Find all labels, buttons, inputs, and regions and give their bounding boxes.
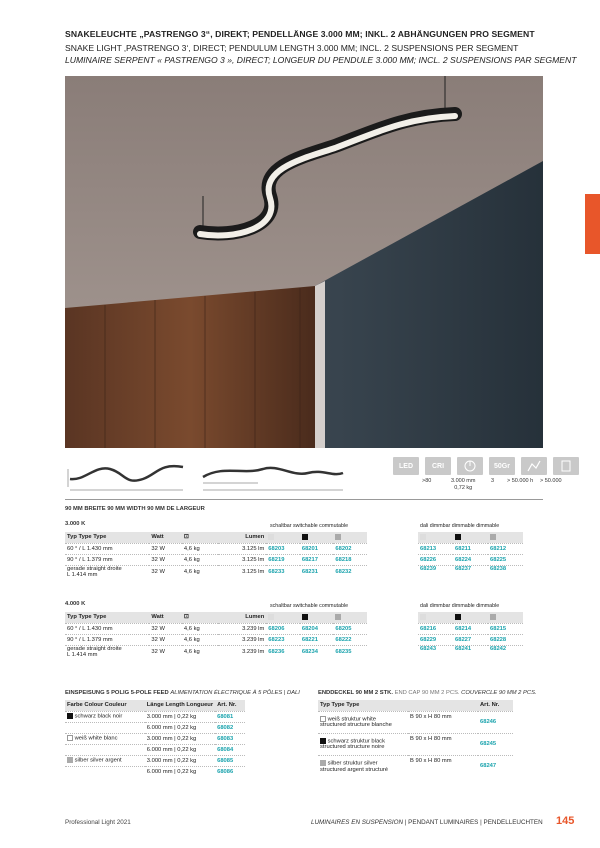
product-photo	[65, 76, 543, 448]
table-row: 60 ° / L 1.430 mm 32 W 4,6 kg 3.125 lm 68203 68201 68202	[65, 543, 367, 554]
col-lumen: Lumen	[218, 532, 267, 543]
spec-lifetime: > 50.000 h	[507, 478, 534, 484]
table-row: 60 ° / L 1.430 mm 32 W 4,6 kg 3.239 lm 68206 68204 68205	[65, 623, 367, 634]
spec-length: 3.000 mm 0,72 kg	[451, 478, 476, 491]
title-en: SNAKE LIGHT ‚PASTRENGO 3‘, DIRECT; PENDULUM LENGTH 3.000 MM; INCL. 2 SUSPENSIONS PER SEGMENT	[65, 43, 519, 53]
endcap-table: Typ Type Type Art. Nr. weiß struktur white structured structure blanche B 90 x H 80 mm 68246 schwarz struktur black structured structure noire B 90 x H 80 mm 68245 silber struktur silver structured argent structuré B 90 x H 80 mm 68247	[318, 700, 513, 777]
k4000-label: 4.000 K	[65, 601, 86, 607]
dimmable-label: dali dimmbar dimmable dimmable	[420, 523, 500, 529]
page-number: 145	[556, 815, 575, 827]
switchable-label-4000: schaltbar switchable commutable	[270, 603, 349, 609]
swatch-white	[266, 532, 300, 543]
footer-left: Professional Light 2021	[65, 819, 131, 826]
lifetime-icon	[521, 457, 547, 475]
title-fr: LUMINAIRE SERPENT « PASTRENGO 3 », DIRECT; LONGEUR DU PENDULE 3.000 MM; INCL. 2 SUSPENSIONS PAR SEGMENT	[65, 55, 577, 65]
cri-icon: CRI	[425, 457, 451, 475]
table-row: 90 ° / L 1.379 mm 32 W 4,6 kg 3.239 lm 68223 68221 68222	[65, 634, 367, 645]
spec-cycles: > 50.000	[540, 478, 562, 484]
weight-icon: ⊡	[182, 532, 218, 543]
col-type: Typ Type Type	[65, 532, 149, 543]
col-watt: Watt	[149, 532, 182, 543]
switchable-label: schaltbar switchable commutable	[270, 523, 349, 529]
feed-title: EINSPEISUNG 5 POLIG 5-POLE FEED ALIMENTATION ÉLECTRIQUE À 5 PÔLES | DALI	[65, 690, 300, 696]
table-row: gerade straight droite L 1.414 mm 32 W 4,6 kg 3.239 lm 68236 68234 68235	[65, 645, 367, 658]
pendulum-icon	[457, 457, 483, 475]
feature-icons	[393, 457, 579, 475]
divider	[65, 499, 543, 500]
rating-icon: 50Gr	[489, 457, 515, 475]
table-3000k-dimmable: 68213 68211 68212 68226 68224 68225 68239 68237 68238	[418, 532, 523, 587]
table-row: 90 ° / L 1.379 mm 32 W 4,6 kg 3.125 lm 68219 68217 68218	[65, 554, 367, 565]
endcap-title: ENDDECKEL 90 MM 2 STK. END CAP 90 MM 2 PCS. COUVERCLE 90 MM 2 PCS.	[318, 690, 537, 696]
swatch-silver	[333, 532, 367, 543]
led-icon: LED	[393, 457, 419, 475]
table-row: gerade straight droite L 1.414 mm 32 W 4,6 kg 3.125 lm 68233 68231 68232	[65, 565, 367, 578]
drawing-60deg	[65, 455, 190, 495]
table-3000k	[65, 532, 367, 578]
dimmable-label-4000: dali dimmbar dimmable dimmable	[420, 603, 500, 609]
table-4000k-dimmable: 68216 68214 68215 68229 68227 68228 68243 68241 68242	[418, 612, 523, 667]
drawing-90deg	[198, 455, 348, 495]
feed-table: Farbe Colour Couleur Länge Length Longueur Art. Nr. schwarz black noir 3.000 mm | 0,22 kg 68081 6.000 mm | 0,22 kg 68082 weiß white blanc 3.000 mm | 0,22 kg 68083 6.000 mm | 0,22 kg 68084 silber silver argent 3.000 mm | 0,22 kg 68085 6.000 mm | 0,22 kg 68086	[65, 700, 245, 777]
spec-suspensions: 3	[491, 478, 495, 484]
section-tab	[585, 194, 600, 254]
footer-right: LUMINAIRES EN SUSPENSION | PENDANT LUMINAIRES | PENDELLEUCHTEN	[311, 819, 543, 826]
table-4000k: Typ Type Type Watt ⊡ Lumen 60 ° / L 1.430 mm 32 W 4,6 kg 3.239 lm 68206 68204 68205 90 ° / L 1.379 mm 32 W 4,6 kg 3.239 lm 68223 68221 68222 gerade straight droite L 1.414 mm 32 W 4,6 kg 3.239 lm 68236 68234 68235	[65, 612, 367, 658]
title-de: SNAKELEUCHTE „PASTRENGO 3“, DIREKT; PENDELLÄNGE 3.000 MM; INKL. 2 ABHÄNGUNGEN PRO SEGMENT	[65, 29, 535, 39]
spec-cri: >80	[422, 478, 432, 484]
cycles-icon	[553, 457, 579, 475]
width-label: 90 MM BREITE 90 MM WIDTH 90 MM DE LARGEUR	[65, 506, 205, 512]
swatch-black	[300, 532, 334, 543]
k3000-label: 3.000 K	[65, 521, 86, 527]
weight-icon: ⊡	[182, 612, 218, 623]
